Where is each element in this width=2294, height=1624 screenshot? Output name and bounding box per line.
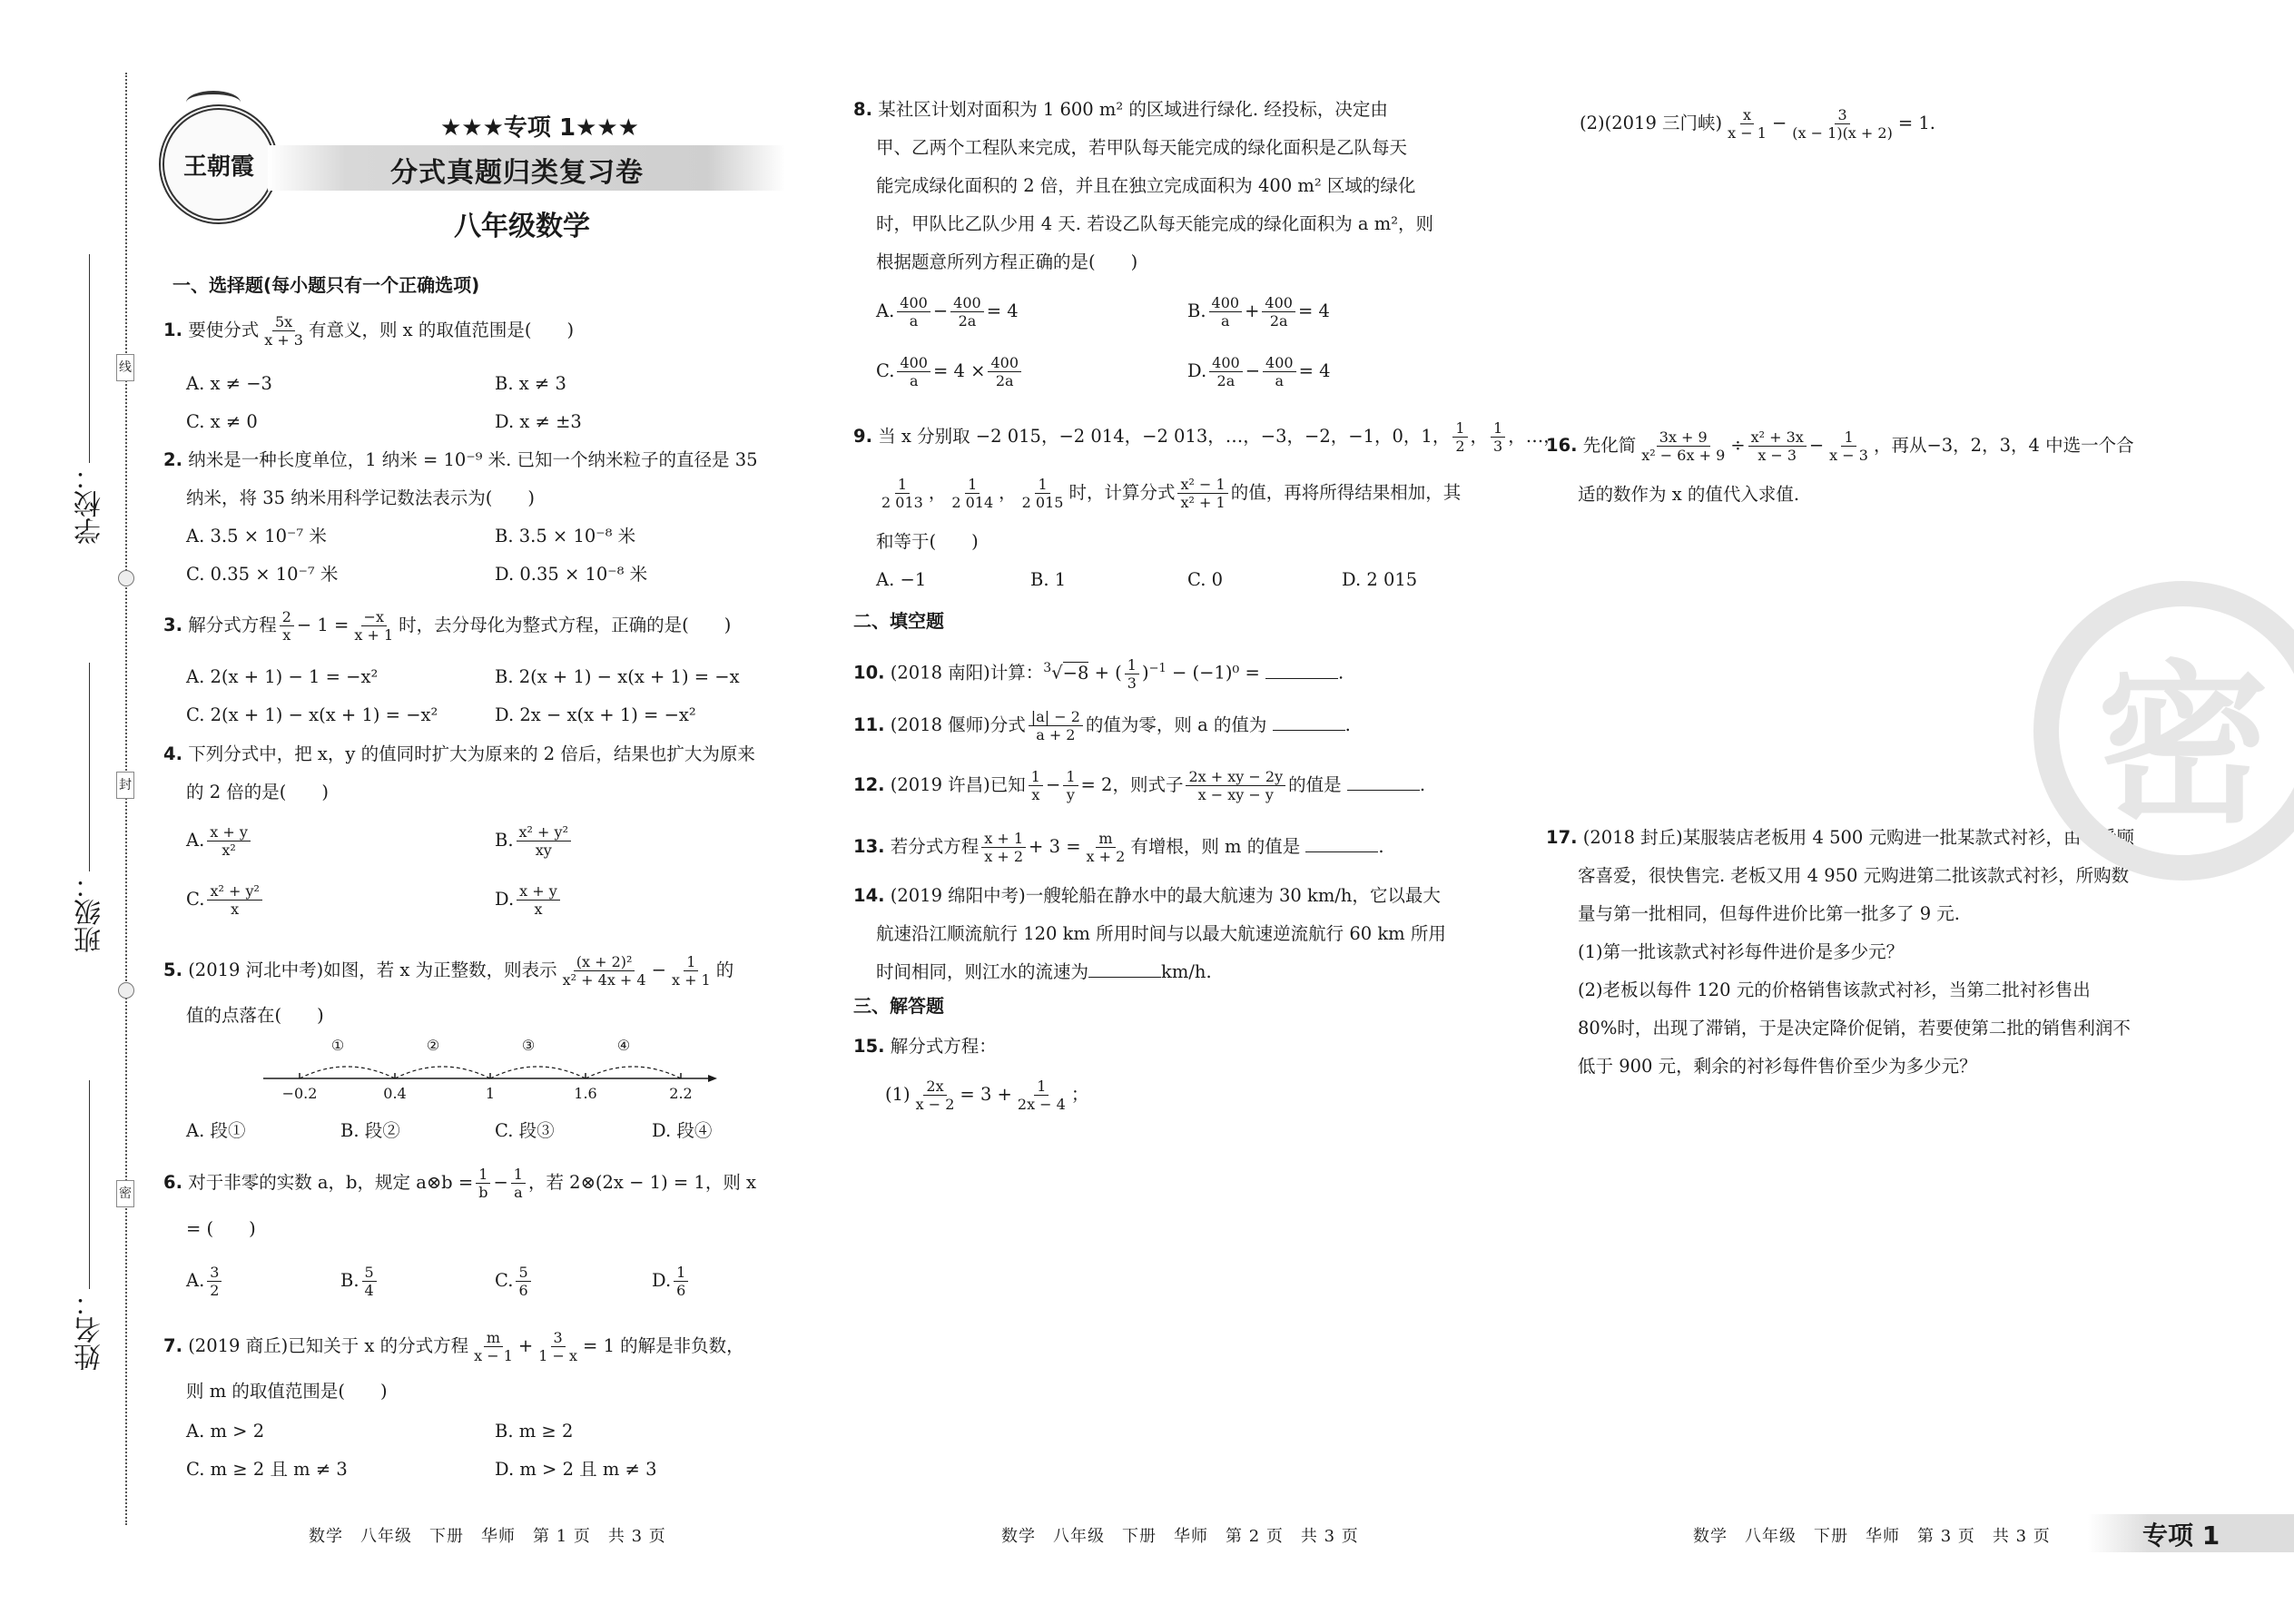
question-15-part2: (2)(2019 三门峡) $\frac{x}{x - 1}$ − $\frac{3}{(x - 1)(x + 2)}$ = 1. [1580, 106, 1935, 142]
question-8: 8. 某社区计划对面积为 1 600 m² 的区域进行绿化. 经投标，决定由 [853, 99, 1388, 120]
question-5-line2: 值的点落在( ) [186, 1005, 324, 1026]
option-c: C. x ≠ 0 [186, 411, 258, 432]
seal-mark-line: 线 [116, 354, 134, 381]
question-3: 3. 解分式方程 $\frac{2}{x}$ − 1 = $\frac{-x}{x + 1}$ 时，去分母化为整式方程，正确的是( ) [163, 608, 732, 644]
secret-watermark: 密 [2033, 581, 2294, 881]
school-label: 学校： [74, 463, 106, 545]
question-2: 2. 纳米是一种长度单位，1 纳米 = 10⁻⁹ 米. 已知一个纳米粒子的直径是 35 [163, 449, 758, 470]
option-a: A. −1 [876, 569, 927, 590]
section-fill: 二、填空题 [853, 610, 944, 632]
question-14-line3: 时间相同，则江水的流速为 km/h. [876, 953, 1212, 990]
question-12: 12. (2019 许昌)已知 $\frac{1}{x}$ − $\frac{1}{y}$ = 2，则式子 $\frac{2x + xy - 2y}{x - xy - y}$ 的值是 . [853, 768, 1426, 803]
question-16-line2: 适的数作为 x 的值代入求值. [1578, 484, 1800, 505]
option-a: A. $\frac{400}{a}$ − $\frac{400}{2a}$ = 4 [876, 294, 1019, 330]
option-b: B. $\frac{5}{4}$ [340, 1262, 379, 1299]
option-c: C. m ≥ 2 且 m ≠ 3 [186, 1459, 348, 1480]
question-9-line2: $\frac{1}{2 013}$ ， $\frac{1}{2 014}$ ， $\frac{1}{2 015}$ 时，计算分式 $\frac{\text{x² − 1}}{\text{x² + 1}}$ 的值，再将所得结果相加，其 [881, 476, 1462, 511]
option-b: B. 2(x + 1) − x(x + 1) = −x [495, 666, 740, 687]
question-16: 16. 先化简 $\frac{3x + 9}{\text{x² − 6x + 9}}$ ÷ $\frac{\text{x² + 3x}}{x - 3}$ − $\frac{1}{x - 3}$ ，再从−3，2，3，4 中选一个合 [1546, 428, 2134, 464]
question-6: 6. 对于非零的实数 a，b，规定 a⊗b = $\frac{1}{b}$ − $\frac{1}{a}$ ，若 2⊗(2x − 1) = 1，则 x [163, 1166, 757, 1201]
option-d: D. 2x − x(x + 1) = −x² [495, 704, 696, 725]
option-a: A. x ≠ −3 [186, 373, 272, 394]
option-b: B. $\frac{\text{x² + y²}}{xy}$ [495, 822, 574, 859]
footer-tag: 专项 1 [2142, 1521, 2220, 1550]
answer-blank[interactable] [1347, 773, 1420, 792]
question-6-line2: = ( ) [186, 1218, 256, 1239]
number-line-diagram [254, 1035, 726, 1103]
option-b: B. $\frac{400}{a}$ + $\frac{400}{2a}$ = 4 [1187, 294, 1330, 330]
section-solve: 三、解答题 [853, 995, 944, 1017]
option-a: A. 2(x + 1) − 1 = −x² [186, 666, 379, 687]
segment-label-3: ③ [521, 1037, 536, 1054]
option-d: D. m > 2 且 m ≠ 3 [495, 1459, 657, 1480]
series-label: ★★★专项 1★★★ [440, 114, 639, 142]
binding-circle-icon [118, 982, 134, 999]
question-7-line2: 则 m 的取值范围是( ) [186, 1381, 388, 1402]
question-7: 7. (2019 商丘)已知关于 x 的分式方程 $\frac{m}{x - 1}$ + $\frac{3}{1 - x}$ = 1 的解是非负数， [163, 1329, 744, 1364]
option-a: A. $\frac{3}{2}$ [186, 1262, 224, 1299]
option-b: B. 3.5 × 10⁻⁸ 米 [495, 526, 636, 546]
option-a: A. 3.5 × 10⁻⁷ 米 [186, 526, 327, 546]
option-a: A. 段① [186, 1120, 246, 1141]
question-4-line2: 的 2 倍的是( ) [186, 782, 330, 802]
binding-circle-icon [118, 570, 134, 586]
question-8-line4: 时，甲队比乙队少用 4 天. 若设乙队每天能完成的绿化面积为 a m²，则 [876, 213, 1434, 234]
question-17-line7: 低于 900 元，剩余的衬衫每件售价至少为多少元？ [1578, 1056, 1977, 1077]
page-footer-2: 数学 八年级 下册 华师 第 2 页 共 3 页 [1001, 1527, 1359, 1546]
page-footer-1: 数学 八年级 下册 华师 第 1 页 共 3 页 [309, 1527, 666, 1546]
tick-label: 2.2 [669, 1085, 693, 1102]
seal-mark-secret: 密 [116, 1180, 134, 1207]
segment-label-1: ① [330, 1037, 345, 1054]
question-9-line3: 和等于( ) [876, 531, 979, 552]
page-title: 分式真题归类复习卷 [390, 157, 644, 189]
question-17-line6: 80%时，出现了滞销，于是决定降价促销，若要使第二批的销售利润不 [1578, 1018, 2131, 1038]
publisher-logo [159, 104, 279, 224]
option-b: B. m ≥ 2 [495, 1421, 574, 1442]
question-15: 15. 解分式方程： [853, 1036, 997, 1057]
logo-text: 王朝霞 [182, 153, 254, 181]
option-c: C. 段③ [495, 1120, 555, 1141]
tick-label: −0.2 [281, 1085, 318, 1102]
answer-blank[interactable] [1273, 713, 1345, 732]
option-c: C. 0 [1187, 569, 1224, 590]
option-c: C. $\frac{5}{6}$ [495, 1262, 534, 1299]
option-d: D. 0.35 × 10⁻⁸ 米 [495, 564, 648, 585]
name-label: 姓名： [74, 1289, 106, 1371]
section-choice: 一、选择题(每小题只有一个正确选项) [172, 274, 480, 296]
question-11: 11. (2018 偃师)分式 $\frac{|a| - 2}{a + 2}$ 的值为零，则 a 的值为 . [853, 708, 1351, 743]
school-line [89, 254, 90, 463]
page-subtitle: 八年级数学 [454, 211, 590, 242]
option-c: C. 0.35 × 10⁻⁷ 米 [186, 564, 339, 585]
question-8-line2: 甲、乙两个工程队来完成，若甲队每天能完成的绿化面积是乙队每天 [876, 137, 1408, 158]
option-d: D. 2 015 [1342, 569, 1418, 590]
tick-label: 0.4 [383, 1085, 407, 1102]
option-c: C. $\frac{400}{a}$ = 4 × $\frac{400}{2a}$ [876, 352, 1024, 389]
question-8-line3: 能完成绿化面积的 2 倍，并且在独立完成面积为 400 m² 区域的绿化 [876, 175, 1416, 196]
question-13: 13. 若分式方程 $\frac{x + 1}{x + 2}$ + 3 = $\frac{m}{x + 2}$ 有增根，则 m 的值是 . [853, 830, 1384, 865]
question-14-line2: 航速沿江顺流航行 120 km 所用时间与以最大航速逆流航行 60 km 所用 [876, 923, 1446, 944]
option-d: D. $\frac{400}{2a}$ − $\frac{400}{a}$ = 4 [1187, 354, 1331, 389]
logo-crown-icon [186, 91, 241, 114]
segment-label-4: ④ [616, 1037, 631, 1054]
tick-label: 1.6 [574, 1085, 597, 1102]
question-5: 5. (2019 河北中考)如图，若 x 为正整数，则表示 $\frac{\text{(x + 2)²}}{\text{x² + 4x + 4}}$ − $\frac{1}{x + 1}$ 的 [163, 953, 734, 989]
class-label: 班级： [74, 871, 106, 953]
binding-dotted-line [125, 73, 127, 1525]
tick-label: 1 [485, 1085, 496, 1102]
option-a: A. m > 2 [186, 1421, 265, 1442]
question-9: 9. 当 x 分别取 −2 015，−2 014，−2 013，…，−3，−2，−1，0，1， $\frac{1}{2}$ ， $\frac{1}{3}$ ，…， [853, 419, 1561, 455]
question-17-line4: (1)第一批该款式衬衫每件进价是多少元？ [1578, 941, 1905, 962]
question-17: 17. (2018 封丘)某服装店老板用 4 500 元购进一批某款式衬衫，由于受顾 [1546, 827, 2135, 848]
option-d: D. $\frac{1}{6}$ [652, 1262, 691, 1299]
option-d: D. $\frac{x + y}{x}$ [495, 881, 563, 918]
question-2-line2: 纳米，将 35 纳米用科学记数法表示为( ) [186, 487, 535, 508]
option-c: C. 2(x + 1) − x(x + 1) = −x² [186, 704, 438, 725]
question-8-line5: 根据题意所列方程正确的是( ) [876, 251, 1138, 272]
question-15-part1: (1) $\frac{2x}{x - 2}$ = 3 + $\frac{1}{2x - 4}$ ； [885, 1078, 1089, 1113]
answer-blank[interactable] [1088, 960, 1161, 979]
answer-blank[interactable] [1265, 660, 1338, 679]
option-b: B. 1 [1030, 569, 1067, 590]
option-b: B. x ≠ 3 [495, 373, 566, 394]
question-10: 10. (2018 南阳)计算：$^3$√−8 + ( $\frac{1}{3}$ )$^{-1}$ − (−1)⁰ = . [853, 655, 1344, 692]
class-line [89, 663, 90, 871]
question-17-line5: (2)老板以每件 120 元的价格销售该款式衬衫，当第二批衬衫售出 [1578, 979, 2091, 1000]
answer-blank[interactable] [1305, 834, 1378, 853]
option-a: A. $\frac{x + y}{\text{x²}}$ [186, 822, 253, 859]
question-17-line3: 量与第一批相同，但每件进价比第一批多了 9 元. [1578, 903, 1961, 924]
option-d: D. 段④ [652, 1120, 713, 1141]
question-14: 14. (2019 绵阳中考)一艘轮船在静水中的最大航速为 30 km/h，它以最大 [853, 885, 1441, 906]
question-1: 1. 要使分式 $\frac{5x}{x + 3}$ 有意义，则 x 的取值范围是( ) [163, 313, 575, 349]
page-footer-3: 数学 八年级 下册 华师 第 3 页 共 3 页 [1693, 1527, 2051, 1546]
option-d: D. x ≠ ±3 [495, 411, 582, 432]
seal-mark-seal: 封 [116, 772, 134, 799]
option-c: C. $\frac{\text{x² + y²}}{x}$ [186, 881, 265, 918]
question-17-line2: 客喜爱，很快售完. 老板又用 4 950 元购进第二批该款式衬衫，所购数 [1578, 865, 2130, 886]
question-4: 4. 下列分式中，把 x，y 的值同时扩大为原来的 2 倍后，结果也扩大为原来 [163, 743, 755, 764]
name-line [89, 1080, 90, 1289]
option-b: B. 段② [340, 1120, 400, 1141]
segment-label-2: ② [426, 1037, 440, 1054]
